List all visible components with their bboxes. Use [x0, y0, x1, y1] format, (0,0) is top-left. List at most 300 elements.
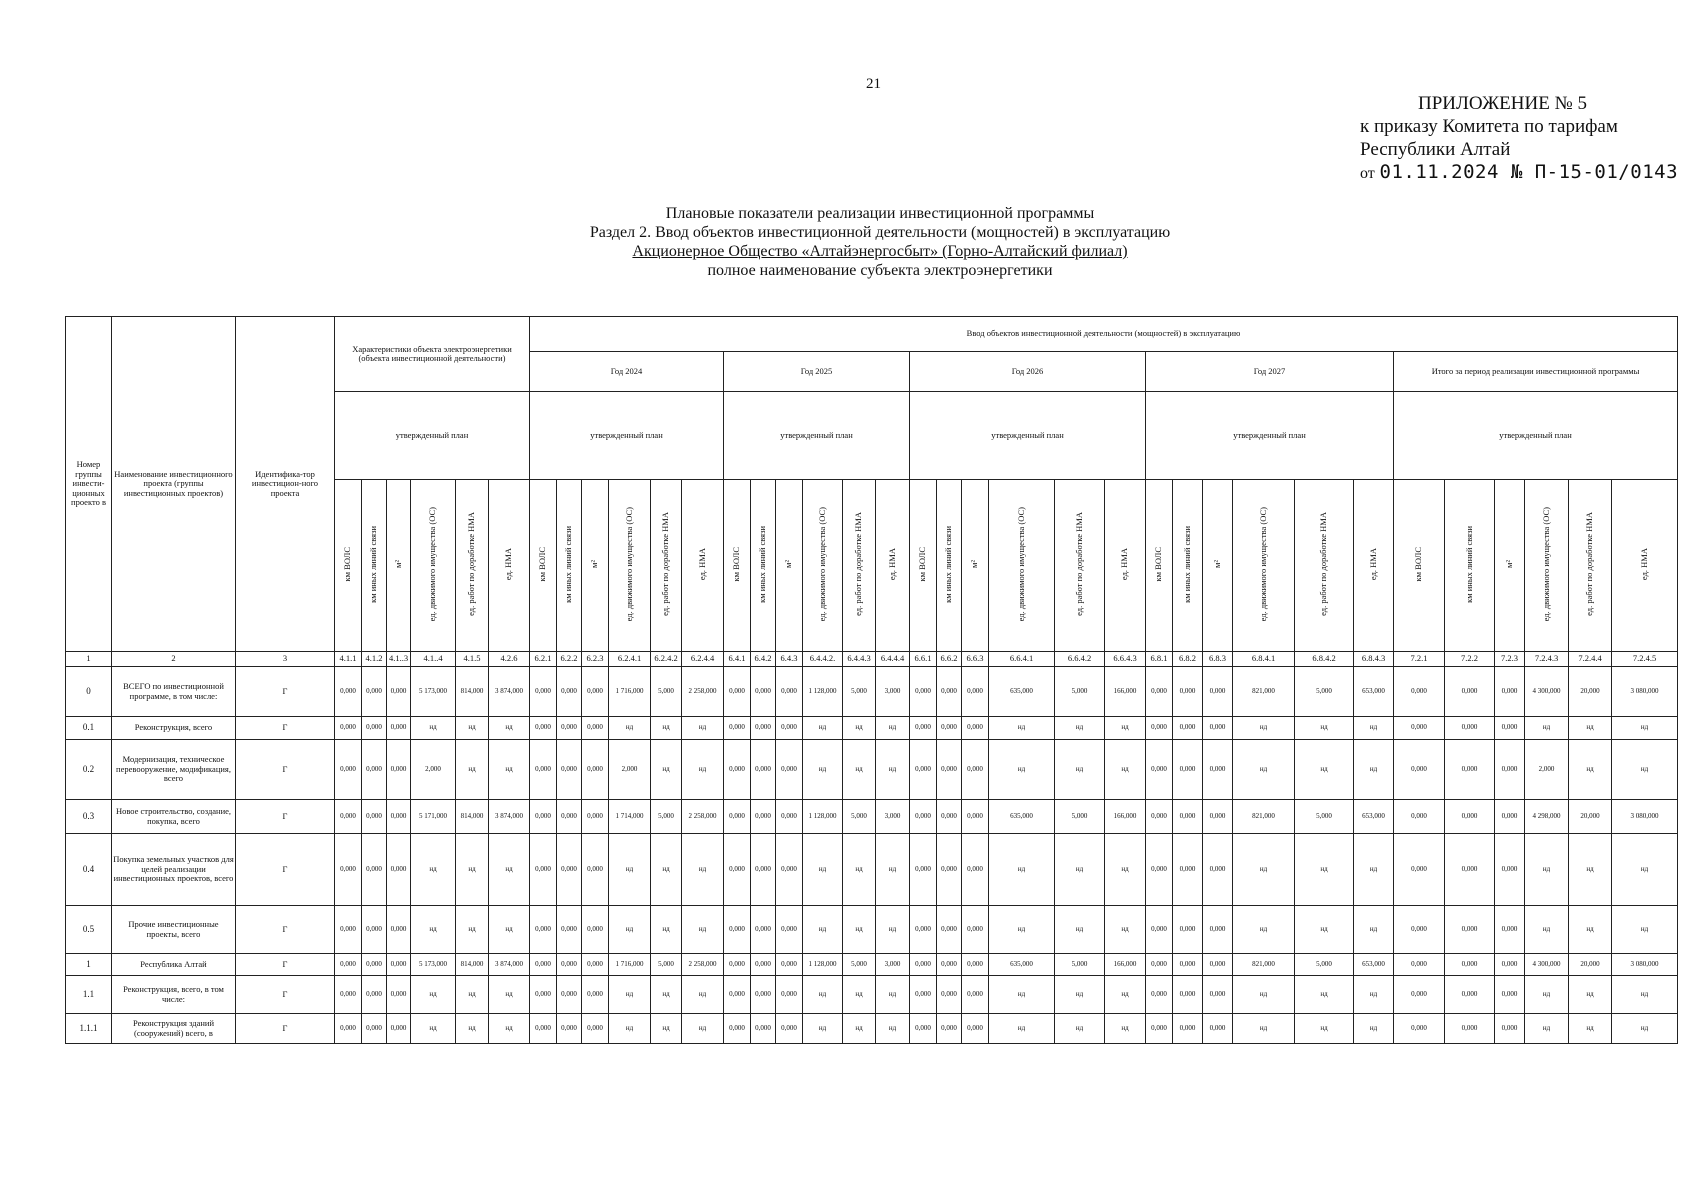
row-value-cell: 0,000: [776, 976, 803, 1014]
row-value-cell: 0,000: [937, 954, 962, 976]
row-value-cell: 4 300,000: [1525, 954, 1569, 976]
row-value-cell: 0,000: [530, 954, 557, 976]
row-value-cell: нд: [803, 834, 843, 906]
header-unit-label: м²: [392, 560, 403, 569]
row-value-cell: нд: [803, 906, 843, 954]
row-value-cell: 821,000: [1233, 800, 1295, 834]
row-value-cell: 1 128,000: [803, 800, 843, 834]
row-value-cell: нд: [989, 740, 1055, 800]
row-value-cell: 0,000: [387, 906, 411, 954]
header-unit-label: км ВОЛС: [537, 547, 548, 582]
header-unit-label: м²: [783, 560, 794, 569]
row-value-cell: 0,000: [582, 834, 609, 906]
row-value-cell: 5,000: [651, 667, 682, 717]
table-row: [66, 717, 1678, 740]
row-value-cell: 5,000: [651, 800, 682, 834]
row-value-cell: 5 173,000: [411, 954, 456, 976]
header-unit: [803, 480, 843, 652]
row-value-cell: нд: [1233, 976, 1295, 1014]
column-number: 4.2.6: [489, 652, 530, 667]
row-value-cell: нд: [876, 740, 910, 800]
row-value-cell: 0,000: [335, 717, 362, 740]
column-number: 6.4.2: [751, 652, 776, 667]
row-value-cell: нд: [843, 834, 876, 906]
row-value-cell: 0,000: [724, 976, 751, 1014]
header-characteristics: Характеристики объекта электроэнергетики (объекта инвестиционной деятельности): [335, 317, 530, 392]
row-value-cell: нд: [1105, 1014, 1146, 1044]
row-value-cell: 0,000: [937, 740, 962, 800]
row-value-cell: нд: [876, 976, 910, 1014]
row-value-cell: 2 258,000: [682, 800, 724, 834]
row-value-cell: нд: [411, 1014, 456, 1044]
row-value-cell: 0,000: [1203, 717, 1233, 740]
header-unit: [489, 480, 530, 652]
row-value-cell: 1 714,000: [609, 800, 651, 834]
header-approved-plan: утвержденный план: [530, 392, 724, 480]
row-value-cell: 0,000: [910, 667, 937, 717]
row-value-cell: 0,000: [751, 976, 776, 1014]
row-value-cell: 0,000: [1495, 740, 1525, 800]
row-value-cell: 3 080,000: [1612, 954, 1678, 976]
row-value-cell: 0,000: [1394, 976, 1445, 1014]
row-value-cell: 0,000: [1203, 667, 1233, 717]
row-value-cell: 0,000: [1146, 667, 1173, 717]
row-value-cell: 2,000: [609, 740, 651, 800]
header-unit-label: км иных линий связи: [368, 525, 379, 603]
row-value-cell: 0,000: [387, 954, 411, 976]
column-number: 6.4.4.4: [876, 652, 910, 667]
column-number: 6.8.1: [1146, 652, 1173, 667]
row-value-cell: нд: [1055, 976, 1105, 1014]
row-value-cell: нд: [803, 1014, 843, 1044]
header-group-number: Номер группы инвести-ционных проекто в: [66, 317, 112, 652]
row-value-cell: нд: [843, 717, 876, 740]
row-value-cell: 0,000: [387, 717, 411, 740]
row-value-cell: нд: [1233, 740, 1295, 800]
row-value-cell: 20,000: [1569, 800, 1612, 834]
row-value-cell: нд: [1525, 834, 1569, 906]
row-value-cell: 0,000: [1203, 740, 1233, 800]
row-value-cell: нд: [989, 834, 1055, 906]
row-value-cell: 0,000: [1146, 1014, 1173, 1044]
header-commissioning: Ввод объектов инвестиционной деятельности (мощностей) в эксплуатацию: [530, 317, 1678, 352]
table-row: [66, 1014, 1678, 1044]
header-approved-plan: утвержденный план: [724, 392, 910, 480]
header-unit-label: ед. НМА: [503, 548, 514, 581]
row-value-cell: нд: [1612, 1014, 1678, 1044]
row-value-cell: 0,000: [557, 717, 582, 740]
row-value-cell: нд: [651, 717, 682, 740]
row-value-cell: 5,000: [1055, 667, 1105, 717]
appendix-order-line: [1360, 161, 1678, 185]
row-value-cell: нд: [803, 717, 843, 740]
row-value-cell: 0,000: [1146, 834, 1173, 906]
row-value-cell: 0,000: [724, 954, 751, 976]
column-number: 7.2.1: [1394, 652, 1445, 667]
row-value-cell: нд: [1233, 1014, 1295, 1044]
row-project-id: Г: [236, 667, 335, 717]
row-value-cell: 3 874,000: [489, 954, 530, 976]
row-value-cell: 0,000: [751, 834, 776, 906]
row-value-cell: 653,000: [1354, 954, 1394, 976]
row-value-cell: 0,000: [530, 906, 557, 954]
header-unit-label: ед. движимого имущества (ОС): [623, 507, 634, 622]
header-unit: [335, 480, 362, 652]
header-approved-plan: утвержденный план: [335, 392, 530, 480]
header-unit-label: ед. работ по доработке НМА: [1073, 512, 1084, 617]
row-value-cell: 0,000: [335, 834, 362, 906]
row-value-cell: 0,000: [335, 954, 362, 976]
column-number: 7.2.3: [1495, 652, 1525, 667]
table-row: [66, 954, 1678, 976]
row-value-cell: 20,000: [1569, 667, 1612, 717]
row-value-cell: 0,000: [362, 906, 387, 954]
row-value-cell: 0,000: [910, 834, 937, 906]
row-value-cell: нд: [1525, 1014, 1569, 1044]
row-value-cell: 0,000: [335, 667, 362, 717]
row-value-cell: нд: [489, 976, 530, 1014]
header-unit-label: м²: [589, 560, 600, 569]
header-unit-label: км иных линий связи: [563, 525, 574, 603]
row-value-cell: нд: [1612, 906, 1678, 954]
row-value-cell: нд: [843, 1014, 876, 1044]
row-value-cell: 635,000: [989, 954, 1055, 976]
header-unit-label: ед. движимого имущества (ОС): [816, 507, 827, 622]
row-value-cell: 653,000: [1354, 800, 1394, 834]
row-value-cell: 0,000: [776, 834, 803, 906]
row-value-cell: нд: [1354, 976, 1394, 1014]
row-value-cell: нд: [1295, 717, 1354, 740]
row-project-name: Республика Алтай: [112, 954, 236, 976]
row-value-cell: 0,000: [962, 717, 989, 740]
header-unit: [387, 480, 411, 652]
row-value-cell: нд: [1354, 717, 1394, 740]
header-unit: [682, 480, 724, 652]
row-value-cell: нд: [1233, 717, 1295, 740]
row-value-cell: нд: [489, 717, 530, 740]
row-value-cell: 0,000: [362, 954, 387, 976]
row-value-cell: 0,000: [335, 740, 362, 800]
row-value-cell: 1 128,000: [803, 954, 843, 976]
row-value-cell: нд: [1105, 740, 1146, 800]
row-value-cell: 5,000: [1295, 954, 1354, 976]
organization-caption: полное наименование субъекта электроэнергетики: [707, 262, 1053, 279]
header-unit: [843, 480, 876, 652]
row-value-cell: нд: [1354, 740, 1394, 800]
row-value-cell: 0,000: [937, 800, 962, 834]
row-value-cell: нд: [609, 834, 651, 906]
row-value-cell: нд: [1569, 717, 1612, 740]
table-row: [66, 834, 1678, 906]
row-value-cell: 0,000: [582, 1014, 609, 1044]
row-project-name: Реконструкция зданий (сооружений) всего, в: [112, 1014, 236, 1044]
column-number: 7.2.4.4: [1569, 652, 1612, 667]
header-unit: [1612, 480, 1678, 652]
header-unit-label: ед. движимого имущества (ОС): [1015, 507, 1026, 622]
row-value-cell: нд: [1612, 717, 1678, 740]
row-project-name: Покупка земельных участков для целей реализации инвестиционных проектов, всего: [112, 834, 236, 906]
column-number: 7.2.2: [1445, 652, 1495, 667]
row-value-cell: нд: [651, 834, 682, 906]
row-value-cell: нд: [1055, 1014, 1105, 1044]
row-value-cell: 0,000: [1445, 954, 1495, 976]
column-number: 6.6.4.2: [1055, 652, 1105, 667]
header-unit-label: км иных линий связи: [943, 525, 954, 603]
row-value-cell: нд: [411, 976, 456, 1014]
row-value-cell: 0,000: [582, 717, 609, 740]
row-value-cell: 4 298,000: [1525, 800, 1569, 834]
row-value-cell: 166,000: [1105, 954, 1146, 976]
row-value-cell: нд: [1525, 976, 1569, 1014]
row-project-id: Г: [236, 740, 335, 800]
header-unit: [1394, 480, 1445, 652]
row-value-cell: нд: [456, 740, 489, 800]
row-value-cell: 0,000: [1495, 717, 1525, 740]
page-number: 21: [866, 76, 881, 92]
header-year-2025: Год 2025: [724, 352, 910, 392]
row-project-id: Г: [236, 717, 335, 740]
row-value-cell: 0,000: [1173, 717, 1203, 740]
row-project-name: Модернизация, техническое перевооружение, модификация, всего: [112, 740, 236, 800]
column-number: 6.4.1: [724, 652, 751, 667]
column-number: 6.2.1: [530, 652, 557, 667]
row-value-cell: 1 716,000: [609, 954, 651, 976]
row-value-cell: 0,000: [962, 740, 989, 800]
row-value-cell: нд: [489, 834, 530, 906]
row-value-cell: 2,000: [1525, 740, 1569, 800]
header-unit-label: м²: [969, 560, 980, 569]
row-value-cell: 0,000: [557, 800, 582, 834]
header-unit: [530, 480, 557, 652]
header-unit-label: м²: [1211, 560, 1222, 569]
row-value-cell: 2 258,000: [682, 667, 724, 717]
row-value-cell: 0,000: [1203, 800, 1233, 834]
row-value-cell: 0,000: [1203, 954, 1233, 976]
header-unit-label: ед. работ по доработке НМА: [660, 512, 671, 617]
row-value-cell: 0,000: [530, 667, 557, 717]
row-value-cell: 5,000: [843, 800, 876, 834]
header-unit-label: ед. движимого имущества (ОС): [427, 507, 438, 622]
row-value-cell: 0,000: [937, 717, 962, 740]
row-value-cell: 0,000: [910, 740, 937, 800]
row-project-id: Г: [236, 800, 335, 834]
row-value-cell: 0,000: [962, 1014, 989, 1044]
row-value-cell: нд: [456, 976, 489, 1014]
table-row: [66, 906, 1678, 954]
row-value-cell: 814,000: [456, 667, 489, 717]
row-value-cell: нд: [456, 1014, 489, 1044]
header-unit-label: ед. НМА: [886, 548, 897, 581]
row-value-cell: 0,000: [530, 800, 557, 834]
column-number: 6.8.4.1: [1233, 652, 1295, 667]
row-value-cell: нд: [1569, 834, 1612, 906]
row-value-cell: 0,000: [751, 906, 776, 954]
row-value-cell: 0,000: [335, 800, 362, 834]
row-value-cell: 0,000: [1445, 976, 1495, 1014]
row-value-cell: 0,000: [362, 717, 387, 740]
row-value-cell: 0,000: [1445, 834, 1495, 906]
row-project-id: Г: [236, 906, 335, 954]
row-group-number: 0.5: [66, 906, 112, 954]
header-approved-plan: утвержденный план: [910, 392, 1146, 480]
row-value-cell: 0,000: [1146, 800, 1173, 834]
row-group-number: 0: [66, 667, 112, 717]
row-value-cell: 0,000: [1394, 1014, 1445, 1044]
header-unit: [876, 480, 910, 652]
header-unit-label: км ВОЛС: [1153, 547, 1164, 582]
row-value-cell: 0,000: [1394, 954, 1445, 976]
column-number: 6.2.4.1: [609, 652, 651, 667]
row-value-cell: нд: [609, 717, 651, 740]
row-value-cell: нд: [682, 1014, 724, 1044]
column-number: 6.6.3: [962, 652, 989, 667]
row-value-cell: нд: [1612, 740, 1678, 800]
header-unit-label: км иных линий связи: [1463, 525, 1474, 603]
row-project-name: ВСЕГО по инвестиционной программе, в том числе:: [112, 667, 236, 717]
column-number: 6.8.4.3: [1354, 652, 1394, 667]
row-value-cell: нд: [411, 717, 456, 740]
table-row: [66, 667, 1678, 717]
row-value-cell: 814,000: [456, 954, 489, 976]
row-value-cell: 0,000: [582, 954, 609, 976]
row-value-cell: нд: [1105, 834, 1146, 906]
row-value-cell: нд: [651, 1014, 682, 1044]
row-value-cell: 0,000: [530, 717, 557, 740]
header-unit-label: ед. движимого имущества (ОС): [1540, 507, 1551, 622]
row-value-cell: нд: [989, 717, 1055, 740]
row-value-cell: 635,000: [989, 800, 1055, 834]
row-value-cell: 0,000: [1495, 954, 1525, 976]
row-value-cell: 0,000: [1445, 1014, 1495, 1044]
header-unit-label: ед. НМА: [1638, 548, 1649, 581]
row-value-cell: 2,000: [411, 740, 456, 800]
order-prefix: от: [1360, 165, 1375, 182]
row-value-cell: 0,000: [776, 740, 803, 800]
row-value-cell: 0,000: [557, 906, 582, 954]
header-unit-label: км ВОЛС: [917, 547, 928, 582]
investment-table: [65, 316, 1678, 1044]
row-value-cell: 0,000: [751, 717, 776, 740]
row-value-cell: 0,000: [1445, 667, 1495, 717]
column-number: 6.6.4.3: [1105, 652, 1146, 667]
header-unit: [456, 480, 489, 652]
header-unit-label: ед. работ по доработке НМА: [466, 512, 477, 617]
header-project-name: Наименование инвестиционного проекта (группы инвестиционных проектов): [112, 317, 236, 652]
header-unit: [1173, 480, 1203, 652]
row-value-cell: 0,000: [1203, 906, 1233, 954]
row-value-cell: нд: [843, 976, 876, 1014]
row-value-cell: 0,000: [1203, 976, 1233, 1014]
header-unit: [724, 480, 751, 652]
row-value-cell: 0,000: [582, 667, 609, 717]
row-value-cell: 0,000: [557, 667, 582, 717]
row-value-cell: 821,000: [1233, 667, 1295, 717]
row-value-cell: 0,000: [557, 740, 582, 800]
row-value-cell: нд: [1055, 717, 1105, 740]
header-unit: [1203, 480, 1233, 652]
row-value-cell: 0,000: [362, 667, 387, 717]
row-value-cell: 0,000: [724, 800, 751, 834]
row-value-cell: нд: [489, 740, 530, 800]
header-unit: [989, 480, 1055, 652]
row-project-id: Г: [236, 1014, 335, 1044]
row-value-cell: 0,000: [1203, 834, 1233, 906]
row-value-cell: 0,000: [776, 800, 803, 834]
row-value-cell: нд: [989, 1014, 1055, 1044]
table-row: [66, 976, 1678, 1014]
row-value-cell: 0,000: [530, 1014, 557, 1044]
row-group-number: 1.1.1: [66, 1014, 112, 1044]
column-number-row: [66, 652, 1678, 667]
row-value-cell: нд: [1612, 834, 1678, 906]
row-value-cell: нд: [1354, 906, 1394, 954]
appendix-line-2: к приказу Комитета по тарифам: [1360, 116, 1618, 137]
row-value-cell: 5,000: [843, 667, 876, 717]
row-value-cell: 0,000: [1445, 717, 1495, 740]
row-value-cell: 0,000: [557, 954, 582, 976]
column-number: 1: [66, 652, 112, 667]
document-titles: [0, 204, 1695, 280]
row-value-cell: 0,000: [962, 954, 989, 976]
row-value-cell: 0,000: [582, 976, 609, 1014]
row-value-cell: 0,000: [1495, 834, 1525, 906]
row-value-cell: нд: [411, 906, 456, 954]
row-value-cell: 0,000: [1203, 1014, 1233, 1044]
header-unit: [751, 480, 776, 652]
row-value-cell: 0,000: [335, 1014, 362, 1044]
row-value-cell: 0,000: [557, 1014, 582, 1044]
row-value-cell: 5 171,000: [411, 800, 456, 834]
row-value-cell: 1 716,000: [609, 667, 651, 717]
title-line-1: Плановые показатели реализации инвестиционной программы: [665, 205, 1095, 222]
header-unit-label: км ВОЛС: [1413, 547, 1424, 582]
row-value-cell: 0,000: [1495, 906, 1525, 954]
row-value-cell: 3,000: [876, 800, 910, 834]
column-number: 7.2.4.3: [1525, 652, 1569, 667]
row-value-cell: нд: [1525, 906, 1569, 954]
column-number: 6.2.3: [582, 652, 609, 667]
header-unit: [937, 480, 962, 652]
header-unit: [609, 480, 651, 652]
column-number: 6.2.4.2: [651, 652, 682, 667]
row-project-id: Г: [236, 954, 335, 976]
row-value-cell: 0,000: [724, 834, 751, 906]
row-value-cell: нд: [1055, 740, 1105, 800]
row-value-cell: 0,000: [1394, 740, 1445, 800]
row-value-cell: нд: [1105, 976, 1146, 1014]
row-value-cell: 0,000: [1173, 834, 1203, 906]
column-number: 6.4.4.2.: [803, 652, 843, 667]
row-value-cell: нд: [803, 976, 843, 1014]
row-value-cell: 5,000: [1295, 800, 1354, 834]
row-value-cell: 0,000: [387, 740, 411, 800]
row-value-cell: 0,000: [362, 800, 387, 834]
header-unit-label: м²: [1503, 560, 1514, 569]
row-value-cell: нд: [1233, 906, 1295, 954]
header-unit: [962, 480, 989, 652]
row-value-cell: 0,000: [724, 740, 751, 800]
row-value-cell: 0,000: [724, 1014, 751, 1044]
header-approved-plan: утвержденный план: [1146, 392, 1394, 480]
row-value-cell: нд: [682, 906, 724, 954]
row-value-cell: 0,000: [1445, 906, 1495, 954]
header-unit-label: ед. движимого имущества (ОС): [1257, 507, 1268, 622]
header-unit-label: ед. работ по доработке НМА: [853, 512, 864, 617]
row-value-cell: 0,000: [362, 834, 387, 906]
row-value-cell: 0,000: [937, 906, 962, 954]
row-value-cell: 0,000: [751, 954, 776, 976]
row-value-cell: 0,000: [1173, 954, 1203, 976]
